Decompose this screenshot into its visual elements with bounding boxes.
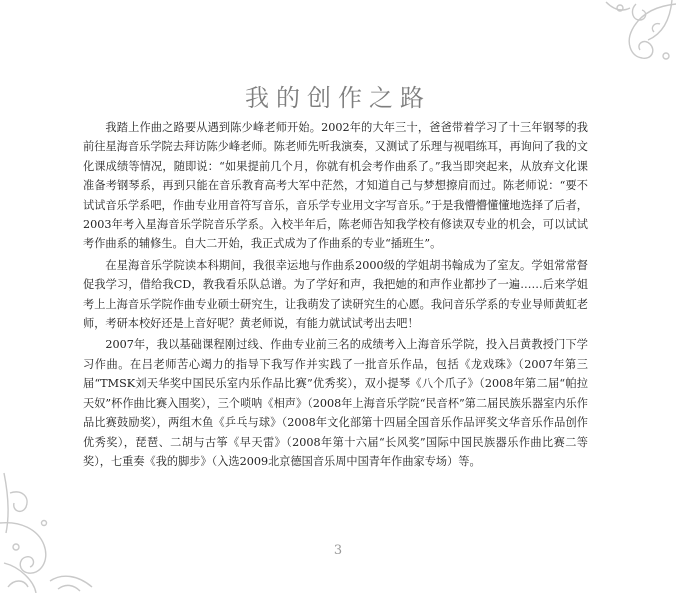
paragraph: 2007年，我以基础课程刚过线、作曲专业前三名的成绩考入上海音乐学院，投入吕黄教授门下学习作曲。在吕老师苦心竭力的指导下我写作并实践了一批音乐作品，包括《龙戏珠》（2007年第三届“TMSK刘天华奖中国民乐室内乐作品比赛”优秀奖），双小提琴《八个爪子》（2008年第二届“帕拉天奴”杯作曲比赛入围奖），三个唢呐《相声》（2008年上海音乐学院“民音杯”第二届民族乐器室内乐作品比赛鼓励奖），两组木鱼《乒乓与球》（2008年文化部第十四届全国音乐作品评奖文华音乐作品创作优秀奖），琵琶、二胡与古筝《早天雷》（2008年第十六届“长风奖”国际中国民族器乐作曲比赛二等奖），七重奏《我的脚步》（入选2009北京德国音乐周中国青年作曲家专场）等。 xyxy=(83,338,588,468)
paragraph: 我踏上作曲之路要从遇到陈少峰老师开始。2002年的大年三十，爸爸带着学习了十三年钢琴的我前往星海音乐学院去拜访陈少峰老师。陈老师先听我演奏，又测试了乐理与视唱练耳，再询问了我的文化课成绩等情况，随即说：“如果提前几个月，你就有机会考作曲系了。”我当即突起来，从放弃文化课准备考钢琴系，再到只能在音乐教育高考大军中茫然，才知道自己与梦想擦肩而过。陈老师说：“要不试试音乐学系吧，作曲专业用音符写音乐，音乐学专业用文字写音乐。”于是我懵懵懂懂地选择了后者，2003年考入星海音乐学院音乐学系。入校半年后，陈老师告知我学校有修读双专业的机会，可以试试考作曲系的辅修生。自大二开始，我正式成为了作曲系的专业“插班生”。 xyxy=(83,121,588,251)
floral-ornament-icon xyxy=(596,0,676,80)
page-title: 我的创作之路 xyxy=(245,84,431,112)
paragraph: 在星海音乐学院读本科期间，我很幸运地与作曲系2000级的学姐胡书翰成为了室友。学姐常常督促我学习，借给我CD，教我看乐队总谱。为了学好和声，我把她的和声作业都抄了一遍……后来学姐考上上海音乐学院作曲专业硕士研究生，让我萌发了读研究生的心愿。我问音乐学系的专业导师黄虹老师，考研本校好还是上音好呢？黄老师说，有能力就试试考出去吧！ xyxy=(83,258,588,331)
floral-ornament-icon xyxy=(0,463,110,593)
page-number: 3 xyxy=(333,543,343,558)
body-text xyxy=(83,118,588,473)
